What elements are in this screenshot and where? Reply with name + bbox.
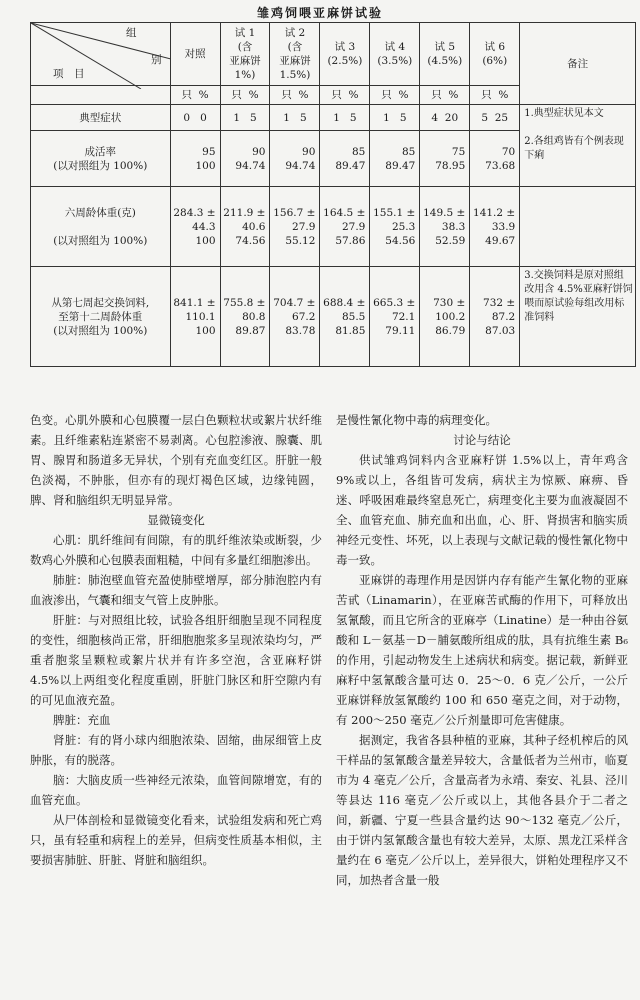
paragraph: 脾脏：充血 <box>53 713 111 727</box>
table-cell: 688.4 ± 85.5 81.85 <box>320 267 370 367</box>
group-header: 试 5 (4.5%) <box>420 23 470 86</box>
subheader-pair: 只 % <box>420 86 470 105</box>
subheader-pair: 只 % <box>170 86 220 105</box>
table-cell: 141.2 ± 33.9 49.67 <box>470 187 520 267</box>
group-header: 对照 <box>170 23 220 86</box>
table-cell: 155.1 ± 25.3 54.56 <box>370 187 420 267</box>
table-cell: 0 0 <box>170 105 220 131</box>
row-label-12week-weight: 从第七周起交换饲料, 至第十二周龄体重 (以对照组为 100%) <box>31 267 171 367</box>
paragraph: 是慢性氰化物中毒的病理变化。 <box>336 413 497 427</box>
table-cell: 1 5 <box>270 105 320 131</box>
remarks-empty-cell <box>520 187 636 267</box>
table-cell: 732 ± 87.2 87.03 <box>470 267 520 367</box>
table-cell: 730 ± 100.2 86.79 <box>420 267 470 367</box>
row-label-6week-weight: 六周龄体重(克) (以对照组为 100%) <box>31 187 171 267</box>
table-cell: 665.3 ± 72.1 79.11 <box>370 267 420 367</box>
table-cell: 4 20 <box>420 105 470 131</box>
row-label-symptoms: 典型症状 <box>31 105 171 131</box>
remarks-cell: 1.典型症状见本文 2.各组鸡皆有个例表现下痢 <box>520 105 636 187</box>
paragraph: 从尸体剖检和显微镜变化看来，试验组发病和死亡鸡只，虽有轻重和病程上的差异，但病变性质基本相似，主要损害肺脏、肝脏、肾脏和脑组织。 <box>30 813 322 867</box>
table-cell: 164.5 ± 27.9 57.86 <box>320 187 370 267</box>
table-cell: 90 94.74 <box>270 131 320 187</box>
table-cell: 70 73.68 <box>470 131 520 187</box>
table-cell: 75 78.95 <box>420 131 470 187</box>
group-header: 试 3 (2.5%) <box>320 23 370 86</box>
group-header: 试 2 (含 亚麻饼 1.5%) <box>270 23 320 86</box>
table-cell: 95 100 <box>170 131 220 187</box>
table-cell: 1 5 <box>320 105 370 131</box>
paragraph: 供试雏鸡饲料内含亚麻籽饼 1.5%以上，青年鸡含 9%或以上，各组皆可发病，病状主为惊厥、麻痹、昏迷、呼吸困难最终窒息死亡，病理变化主要为血液凝固不全、血管充血、肺充血和出血，心、肝、肾损害和脑实质神经元变性、坏死，以上表现与文献记载的慢性氰化物中毒一致。 <box>336 453 628 567</box>
paragraph: 据测定，我省各县种植的亚麻，其种子经机榨后的风干样品的氢氰酸含量差异较大，含量低者为兰州市，临夏市为 4 毫克／公斤，含量高者为永靖、秦安、礼县、泾川等县达 116 毫克／公斤或以上，其他各县介于二者之间，新疆、宁夏一些县含量约达 90～132 毫克／公斤，由于饼内氢氰酸含量也有较大差异，太原、黑龙江采样含量约在 6 毫克／公斤以上，差异很大，饼粕处理程序又不同，加热者含量一般 <box>336 733 628 887</box>
paragraph: 亚麻饼的毒理作用是因饼内存有能产生氰化物的亚麻苦甙（Linamarin），在亚麻苦甙酶的作用下，可释放出氢氰酸，而且它所含的亚麻亭（Linatine）是一种由谷氨酸和 L－氨基－D－脯氨酸所组成的肽，具有抗维生素 B₆ 的作用，引起动物发生上述病状和病变。据记载，新鲜亚麻籽中氢氰酸含量可达 0．25～0．6 克／公斤，一公斤亚麻饼释放氢氰酸约 100 和 650 毫克之间，对于动物，有 200～250 毫克／公斤剂量即可危害健康。 <box>336 573 628 727</box>
corner-diagonal-lines <box>31 23 171 89</box>
table-cell: 85 89.47 <box>320 131 370 187</box>
subheader-pair: 只 % <box>220 86 270 105</box>
corner-label-item: 项 目 <box>53 68 85 80</box>
paragraph: 脑：大脑皮质一些神经元浓染，血管间隙增宽，有的血管充血。 <box>30 773 322 807</box>
paragraph: 肾脏：有的肾小球内细胞浓染、固缩，曲尿细管上皮肿胀，有的脱落。 <box>30 733 322 767</box>
table-cell: 704.7 ± 67.2 83.78 <box>270 267 320 367</box>
subheader-pair: 只 % <box>370 86 420 105</box>
group-header: 试 4 (3.5%) <box>370 23 420 86</box>
paragraph: 肝脏：与对照组比较，试验各组肝细胞呈现不同程度的变性，细胞核尚正常，肝细胞胞浆多呈现浓染均匀，严重者胞浆呈颗粒或絮片状并有许多空泡，含亚麻籽饼 4.5%以上两组变化程度重剧，肝脏门脉区和肝空隙内有的可见血液充盈。 <box>30 613 322 707</box>
right-column <box>336 410 628 890</box>
table-cell: 90 94.74 <box>220 131 270 187</box>
group-header: 试 1 (含 亚麻饼 1%) <box>220 23 270 86</box>
paragraph: 肺脏：肺泡壁血管充盈使肺壁增厚，部分肺泡腔内有血液渗出，气囊和细支气管上皮肿胀。 <box>30 573 322 607</box>
table-cell: 211.9 ± 40.6 74.56 <box>220 187 270 267</box>
corner-label-type: 别 <box>151 54 162 66</box>
group-header: 试 6 (6%) <box>470 23 520 86</box>
subheader-pair: 只 % <box>320 86 370 105</box>
table-cell: 85 89.47 <box>370 131 420 187</box>
table-cell: 284.3 ± 44.3 100 <box>170 187 220 267</box>
paragraph: 色变。心肌外膜和心包膜覆一层白色颗粒状或絮片状纤维素。且纤维素粘连紧密不易剥离。心包腔渗液、腺囊、肌胃、腺胃和肠道多无异状，个别有充血变红区。肝脏一般色淡褐，不肿胀，但亦有的现灯褐色区域，边缘钝圆，脾、肾和脑组织无明显异常。 <box>30 413 322 507</box>
left-column <box>30 410 322 870</box>
table-cell: 1 5 <box>370 105 420 131</box>
subheader-pair: 只 % <box>470 86 520 105</box>
section-heading: 讨论与结论 <box>453 433 511 447</box>
remarks-header: 备注 <box>520 23 636 105</box>
row-label-survival: 成活率 (以对照组为 100%) <box>31 131 171 187</box>
table-cell: 1 5 <box>220 105 270 131</box>
table-corner-cell <box>31 23 171 86</box>
paragraph: 心肌：肌纤维间有间隙，有的肌纤维浓染或断裂，少数鸡心外膜和心包膜表面粗糙，中间有多量红细胞渗出。 <box>30 533 322 567</box>
subheader-pair: 只 % <box>270 86 320 105</box>
table-title: 雏鸡饲喂亚麻饼试验 <box>256 6 383 20</box>
remarks-cell: 3.交换饲料是原对照组改用含 4.5%亚麻籽饼饲喂而原试验每组改用标准饲料 <box>520 267 636 367</box>
table-cell: 156.7 ± 27.9 55.12 <box>270 187 320 267</box>
table-cell: 841.1 ± 110.1 100 <box>170 267 220 367</box>
table-cell: 755.8 ± 80.8 89.87 <box>220 267 270 367</box>
corner-label-group: 组 <box>126 27 137 39</box>
section-heading: 显微镜变化 <box>147 513 205 527</box>
experiment-table <box>30 22 636 367</box>
table-cell: 5 25 <box>470 105 520 131</box>
table-cell: 149.5 ± 38.3 52.59 <box>420 187 470 267</box>
